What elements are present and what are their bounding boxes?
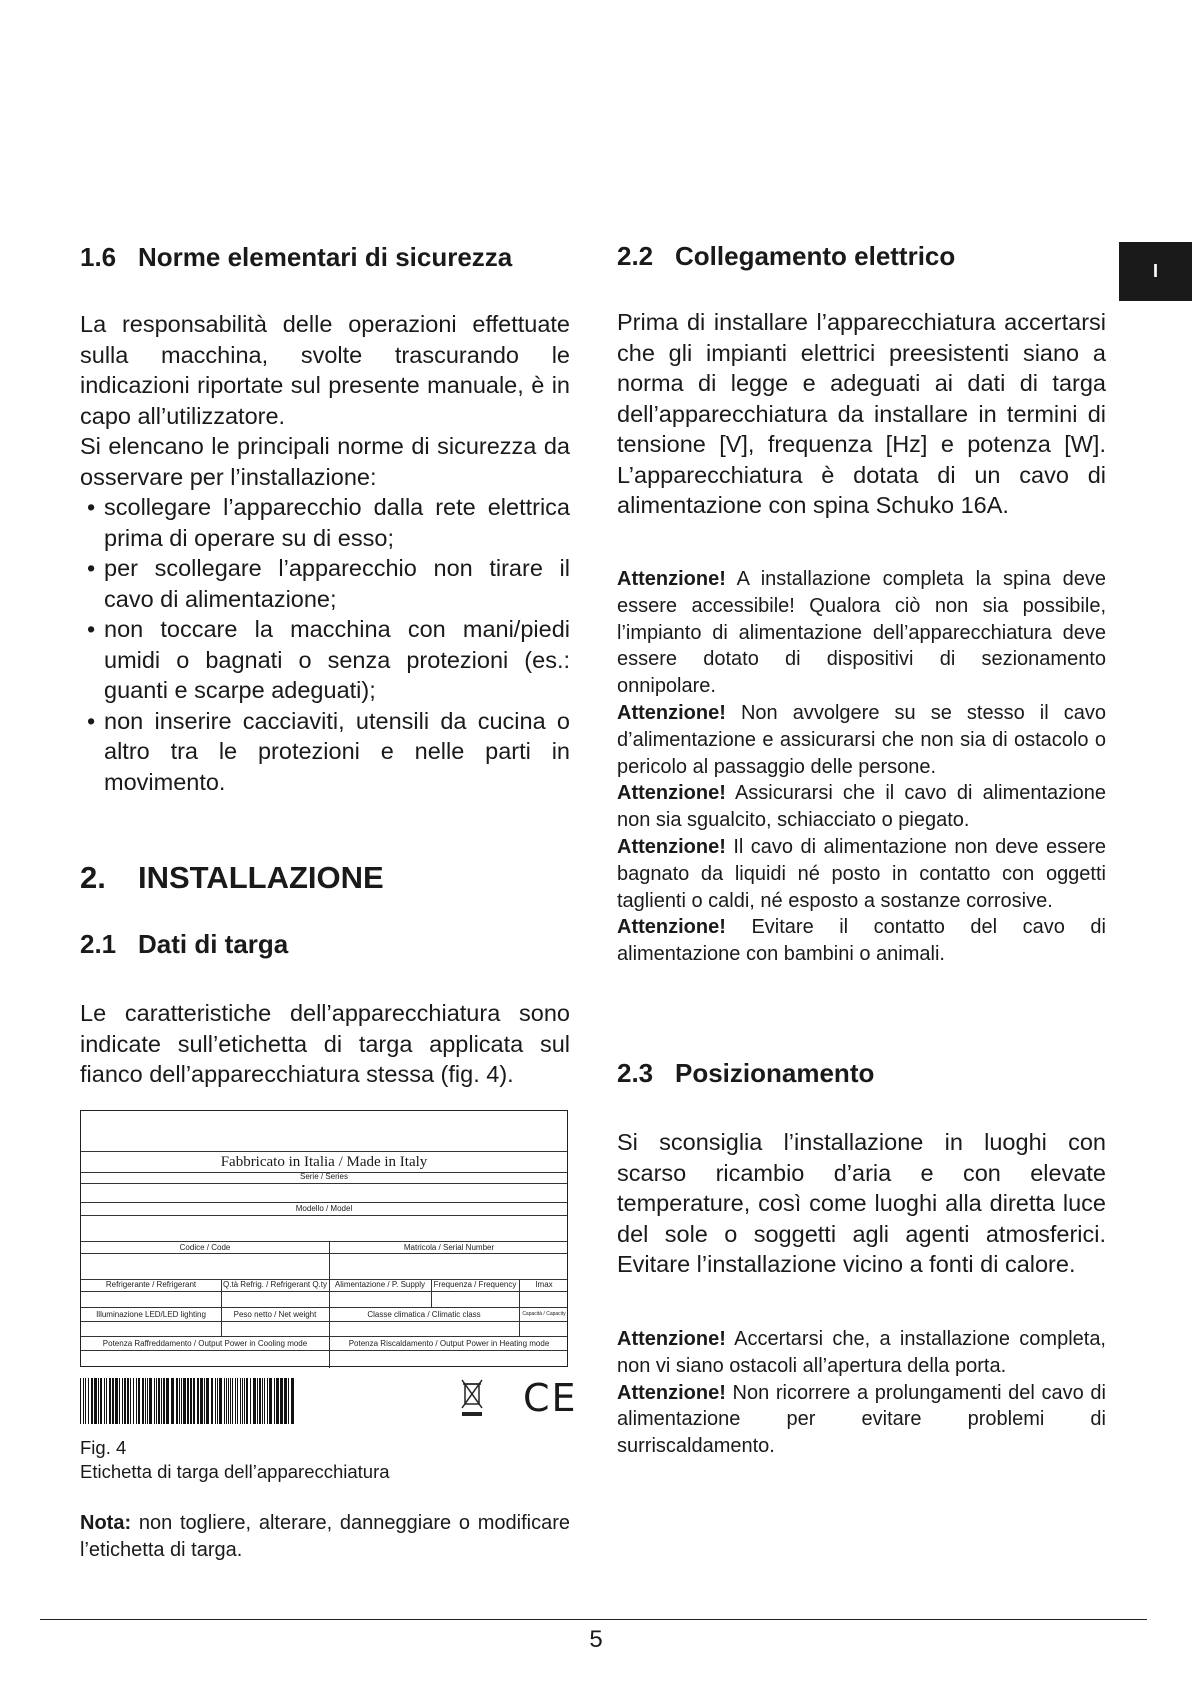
barcode-bar — [130, 1378, 131, 1424]
barcode-bar — [244, 1378, 245, 1424]
paragraph: Le caratteristiche dell’apparecchiatura sono indicate sull’etichetta di targa applicata sul fianco dell’apparecchiatura stessa (fig. 4). — [80, 1000, 570, 1087]
barcode-bar — [156, 1378, 157, 1424]
barcode-bar — [274, 1378, 275, 1424]
barcode-bar — [147, 1378, 148, 1424]
barcode-bar — [291, 1378, 294, 1424]
barcode-bar — [163, 1378, 165, 1424]
barcode-bar — [206, 1378, 209, 1424]
warning-item: Attenzione! A installazione completa la spina deve essere accessibile! Qualora ciò non sia possibile, l’impianto di alimentazione dell’apparecchiatura deve essere dotato di dispositivi di sezionamento onnipolare. — [617, 568, 1106, 698]
warning-item: Attenzione! Accertarsi che, a installazione completa, non vi siano ostacoli all’apertura della porta. — [617, 1328, 1106, 1377]
barcode-bar — [204, 1378, 205, 1424]
barcode-bar — [230, 1378, 231, 1424]
barcode-bar — [224, 1378, 225, 1424]
barcode-bar — [228, 1378, 229, 1424]
barcode-bar — [124, 1378, 126, 1424]
warning-item: Attenzione! Il cavo di alimentazione non deve essere bagnato da liquidi né posto in contatto con oggetti taglienti o caldi, né esposto a sostanze corrosive. — [617, 835, 1106, 912]
barcode-bar — [262, 1378, 263, 1424]
barcode-bar — [83, 1378, 84, 1424]
barcode-bar — [242, 1378, 243, 1424]
section-2-1-heading: 2.1 Dati di targa — [80, 929, 289, 959]
list-item: • non inserire cacciaviti, utensili da cucina o altro tra le protezioni e nelle parti in movimento. — [80, 706, 570, 798]
barcode-bar — [104, 1378, 105, 1424]
barcode-bar — [190, 1378, 192, 1424]
barcode-bar — [257, 1378, 258, 1424]
barcode-bar — [237, 1378, 238, 1424]
barcode-bar — [267, 1378, 268, 1424]
plate-serial: Matricola / Serial Number — [403, 1243, 495, 1252]
barcode-bar — [250, 1378, 251, 1424]
section-2-2-warnings — [617, 566, 1106, 968]
plate-line — [431, 1279, 432, 1307]
ce-mark: CE — [523, 1376, 578, 1420]
plate-imax: Imax — [535, 1280, 553, 1289]
warning-item: Attenzione! Evitare il contatto del cavo di alimentazione con bambini o animali. — [617, 916, 1106, 966]
section-2-2-body — [617, 307, 1106, 521]
plate-line — [81, 1215, 567, 1216]
barcode-bar — [138, 1378, 140, 1424]
barcode — [80, 1378, 295, 1424]
barcode-bar — [100, 1378, 102, 1424]
barcode-bar — [226, 1378, 227, 1424]
barcode-bar — [246, 1378, 248, 1424]
warning-item: Attenzione! Non avvolgere su se stesso il cavo d’alimentazione e assicurarsi che non sia di ostacolo o pericolo al passaggio delle persone. — [617, 701, 1106, 778]
barcode-bar — [276, 1378, 279, 1424]
barcode-bar — [112, 1378, 114, 1424]
barcode-bar — [119, 1378, 120, 1424]
plate-refrig-qty: Q.tà Refrig. / Refrigerant Q.ty — [222, 1280, 328, 1289]
plate-line — [81, 1253, 567, 1254]
barcode-bar — [280, 1378, 283, 1424]
list-item: • per scollegare l’apparecchio non tirare il cavo di alimentazione; — [80, 553, 570, 614]
plate-line — [81, 1183, 567, 1184]
plate-line — [81, 1241, 567, 1242]
plate-cooling: Potenza Raffreddamento / Output Power in Cooling mode — [102, 1339, 308, 1348]
section-2-2-heading: 2.2 Collegamento elettrico — [617, 241, 956, 271]
nameplate-note: Nota: non togliere, alterare, danneggiare o modificare l’etichetta di targa. — [80, 1512, 570, 1561]
weee-bin-icon — [460, 1378, 484, 1418]
plate-line — [81, 1336, 567, 1337]
barcode-bar — [284, 1378, 287, 1424]
page-number: 5 — [589, 1626, 603, 1653]
plate-line — [81, 1202, 567, 1203]
barcode-bar — [259, 1378, 261, 1424]
plate-made-in: Fabbricato in Italia / Made in Italy — [220, 1154, 428, 1170]
barcode-bar — [232, 1378, 233, 1424]
barcode-bar — [94, 1378, 97, 1424]
barcode-bar — [179, 1378, 180, 1424]
barcode-bar — [91, 1378, 93, 1424]
barcode-bar — [181, 1378, 182, 1424]
barcode-bar — [187, 1378, 189, 1424]
plate-series: Serie / Series — [299, 1172, 349, 1181]
plate-refrigerant: Refrigerante / Refrigerant — [105, 1280, 197, 1289]
list-item: • scollegare l’apparecchio dalla rete elettrica prima di operare su di esso; — [80, 492, 570, 553]
paragraph: Prima di installare l’apparecchiatura accertarsi che gli impianti elettrici preesistenti siano a norma di legge e adeguati ai dati di targa dell’apparecchiatura da installare in termini di tensione [V], frequenza [Hz] e potenza [W]. L’apparecchiatura è dotata di un cavo di alimentazione con spina Schuko 16A. — [617, 309, 1106, 518]
plate-capacity: Capacità / Capacity — [522, 1311, 566, 1317]
barcode-bar — [122, 1378, 123, 1424]
footer-rule — [40, 1619, 1147, 1620]
plate-line — [81, 1307, 567, 1308]
plate-climatic: Classe climatica / Climatic class — [367, 1310, 481, 1319]
warning-item: Attenzione! Non ricorrere a prolungamenti del cavo di alimentazione per evitare problemi di surriscaldamento. — [617, 1381, 1106, 1458]
plate-line — [329, 1241, 330, 1368]
plate-line — [81, 1321, 567, 1322]
barcode-bar — [136, 1378, 137, 1424]
section-2-3-warnings — [617, 1326, 1106, 1460]
section-2-1-body — [80, 998, 570, 1090]
plate-code: Codice / Code — [179, 1243, 231, 1252]
paragraph: Si sconsiglia l’installazione in luoghi con scarso ricambio d’aria e con elevate temperature, così come luoghi alla diretta luce del sole o soggetti agli agenti atmosferici. Evitare l’installazione vicino a fonti di calore. — [617, 1129, 1106, 1277]
figure-label: Fig. 4 — [80, 1437, 127, 1458]
section-1-6-body — [80, 309, 570, 797]
barcode-bar — [219, 1378, 222, 1424]
section-2-heading: 2. INSTALLAZIONE — [80, 860, 384, 895]
barcode-bar — [176, 1378, 178, 1424]
plate-net-weight: Peso netto / Net weight — [233, 1310, 317, 1319]
safety-list — [80, 492, 570, 797]
plate-heating: Potenza Riscaldamento / Output Power in Heating mode — [348, 1339, 550, 1348]
barcode-bar — [115, 1378, 118, 1424]
section-2-3-heading: 2.3 Posizionamento — [617, 1058, 875, 1088]
barcode-bar — [253, 1378, 256, 1424]
barcode-bar — [193, 1378, 195, 1424]
barcode-bar — [80, 1378, 81, 1424]
barcode-bar — [127, 1378, 129, 1424]
barcode-bar — [106, 1378, 107, 1424]
list-item: • non toccare la macchina con mani/piedi umidi o bagnati o senza protezioni (es.: guanti e scarpe adeguati); — [80, 614, 570, 706]
barcode-bar — [98, 1378, 99, 1424]
barcode-bar — [200, 1378, 203, 1424]
barcode-bar — [211, 1378, 213, 1424]
plate-line — [81, 1151, 567, 1152]
plate-line — [81, 1350, 567, 1351]
rating-plate — [80, 1110, 568, 1367]
plate-model: Modello / Model — [295, 1204, 353, 1213]
barcode-bar — [133, 1378, 134, 1424]
barcode-bar — [183, 1378, 186, 1424]
barcode-bar — [154, 1378, 155, 1424]
barcode-bar — [85, 1378, 86, 1424]
barcode-bar — [288, 1378, 289, 1424]
barcode-bar — [171, 1378, 174, 1424]
barcode-bar — [264, 1378, 265, 1424]
barcode-bar — [161, 1378, 162, 1424]
figure-caption: Etichetta di targa dell’apparecchiatura — [80, 1461, 390, 1482]
barcode-bar — [158, 1378, 160, 1424]
barcode-bar — [235, 1378, 236, 1424]
plate-line — [81, 1291, 567, 1292]
barcode-bar — [149, 1378, 152, 1424]
barcode-bar — [109, 1378, 111, 1424]
barcode-bar — [145, 1378, 146, 1424]
barcode-bar — [215, 1378, 216, 1424]
barcode-bar — [217, 1378, 218, 1424]
paragraph: Si elencano le principali norme di sicurezza da osservare per l’installazione: — [80, 433, 570, 490]
barcode-bar — [197, 1378, 199, 1424]
section-1-6-heading: 1.6 Norme elementari di sicurezza — [80, 242, 513, 272]
plate-frequency: Frequenza / Frequency — [433, 1280, 517, 1289]
barcode-bar — [269, 1378, 272, 1424]
barcode-bar — [166, 1378, 169, 1424]
warning-item: Attenzione! Assicurarsi che il cavo di alimentazione non sia sgualcito, schiacciato o piegato. — [617, 782, 1106, 832]
barcode-bar — [142, 1378, 144, 1424]
language-tab: I — [1119, 242, 1192, 301]
plate-lighting: Illuminazione LED/LED lighting — [96, 1310, 206, 1319]
paragraph: La responsabilità delle operazioni effettuate sulla macchina, svolte trascurando le indicazioni riportate sul presente manuale, è in capo all’utilizzatore. — [80, 311, 570, 429]
barcode-bar — [88, 1378, 89, 1424]
plate-supply: Alimentazione / P. Supply — [334, 1280, 426, 1289]
section-2-3-body — [617, 1127, 1106, 1280]
barcode-bar — [240, 1378, 241, 1424]
